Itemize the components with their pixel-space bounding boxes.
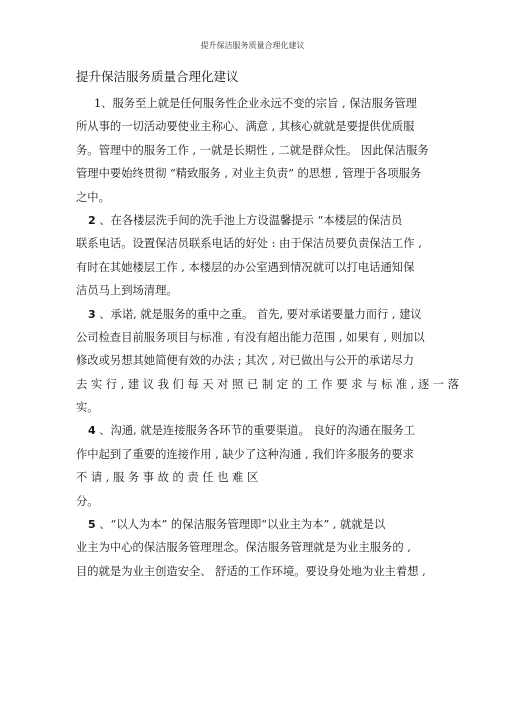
paragraph-2-line-1 — [76, 209, 436, 232]
document-body — [76, 92, 459, 583]
paragraph-3-line-5: 实。 — [76, 401, 99, 415]
paragraph-5-line-3: 目的就是为业主创造安全、 舒适的工作环境。要设身处地为业主着想 , — [76, 564, 426, 578]
paragraph-3-line-1-text: 、承诺, 就是服务的重中之重。 首先, 要对承诺要量力而行 , 建议 — [95, 307, 422, 321]
paragraph-3-line-2: 公司检查目前服务项目与标准 , 有没有超出能力范围 , 如果有 , 则加以 — [76, 330, 425, 344]
paragraph-4-line-1 — [76, 419, 436, 442]
paragraph-4-line-3: 不 请 , 服 务 事 故 的 责 任 也 难 区 — [76, 471, 259, 485]
paragraph-4-line-1-text: 、沟通, 就是连接服务各环节的重要渠道。 良好的沟通在服务工 — [95, 424, 416, 438]
paragraph-2-number: 2 — [88, 213, 96, 227]
paragraph-1-line-1: 1、服务至上就是任何服务性企业永远不变的宗旨 , 保洁服务管理 — [94, 97, 417, 110]
paragraph-3-line-4: 去 实 行 , 建 议 我 们 每 天 对 照 已 制 定 的 工 作 要 求 与 标 准 , 逐 一 落 — [76, 377, 459, 391]
paragraph-4-line-2: 作中起到了重要的连接作用 , 缺少了这种沟通 , 我们许多服务的要求 — [76, 447, 414, 461]
paragraph-5-line-1 — [76, 513, 436, 536]
paragraph-3-line-1 — [76, 303, 436, 326]
paragraph-3-line-3: 修改或另想其她简便有效的办法 ; 其次 , 对已做出与公开的承诺尽力 — [76, 354, 415, 368]
paragraph-5-line-2: 业主为中心的保洁服务管理理念。保洁服务管理就是为业主服务的 , — [76, 541, 411, 555]
paragraph-1-line-2: 所从事的一切活动要使业主称心、满意 , 其核心就就是要提供优质服 — [76, 120, 415, 134]
paragraph-3-number: 3 — [88, 307, 96, 321]
paragraph-5-line-1-text: 、“以人为本” 的保洁服务管理即“以业主为本” , 就就是以 — [95, 518, 386, 532]
paragraph-2-line-2: 联系电话。设置保洁员联系电话的好处 : 由于保洁员要负责保洁工作 , — [76, 237, 422, 251]
paragraph-1-line-5: 之中。 — [76, 190, 110, 204]
page-header: 提升保洁服务质量合理化建议 — [200, 41, 305, 50]
paragraph-1-line-3: 务。管理中的服务工作 , 一就是长期性 , 二就是群众性。 因此保洁服务 — [76, 143, 429, 157]
paragraph-2-line-1-text: 、在各楼层洗手间的洗手池上方设温馨提示 “本楼层的保洁员 — [95, 213, 403, 227]
paragraph-2-line-4: 洁员马上到场清理。 — [76, 284, 178, 298]
document-title: 提升保洁服务质量合理化建议 — [76, 69, 239, 84]
paragraph-1-line-4: 管理中要始终贯彻 “精致服务 , 对业主负责” 的思想 , 管理于各项服务 — [76, 167, 422, 181]
paragraph-4-number: 4 — [88, 424, 96, 438]
paragraph-4-line-4: 分。 — [76, 494, 99, 508]
paragraph-2-line-3: 有时在其她楼层工作 , 本楼层的办公室遇到情况就可以打电话通知保 — [76, 260, 415, 274]
paragraph-5-number: 5 — [88, 518, 96, 532]
